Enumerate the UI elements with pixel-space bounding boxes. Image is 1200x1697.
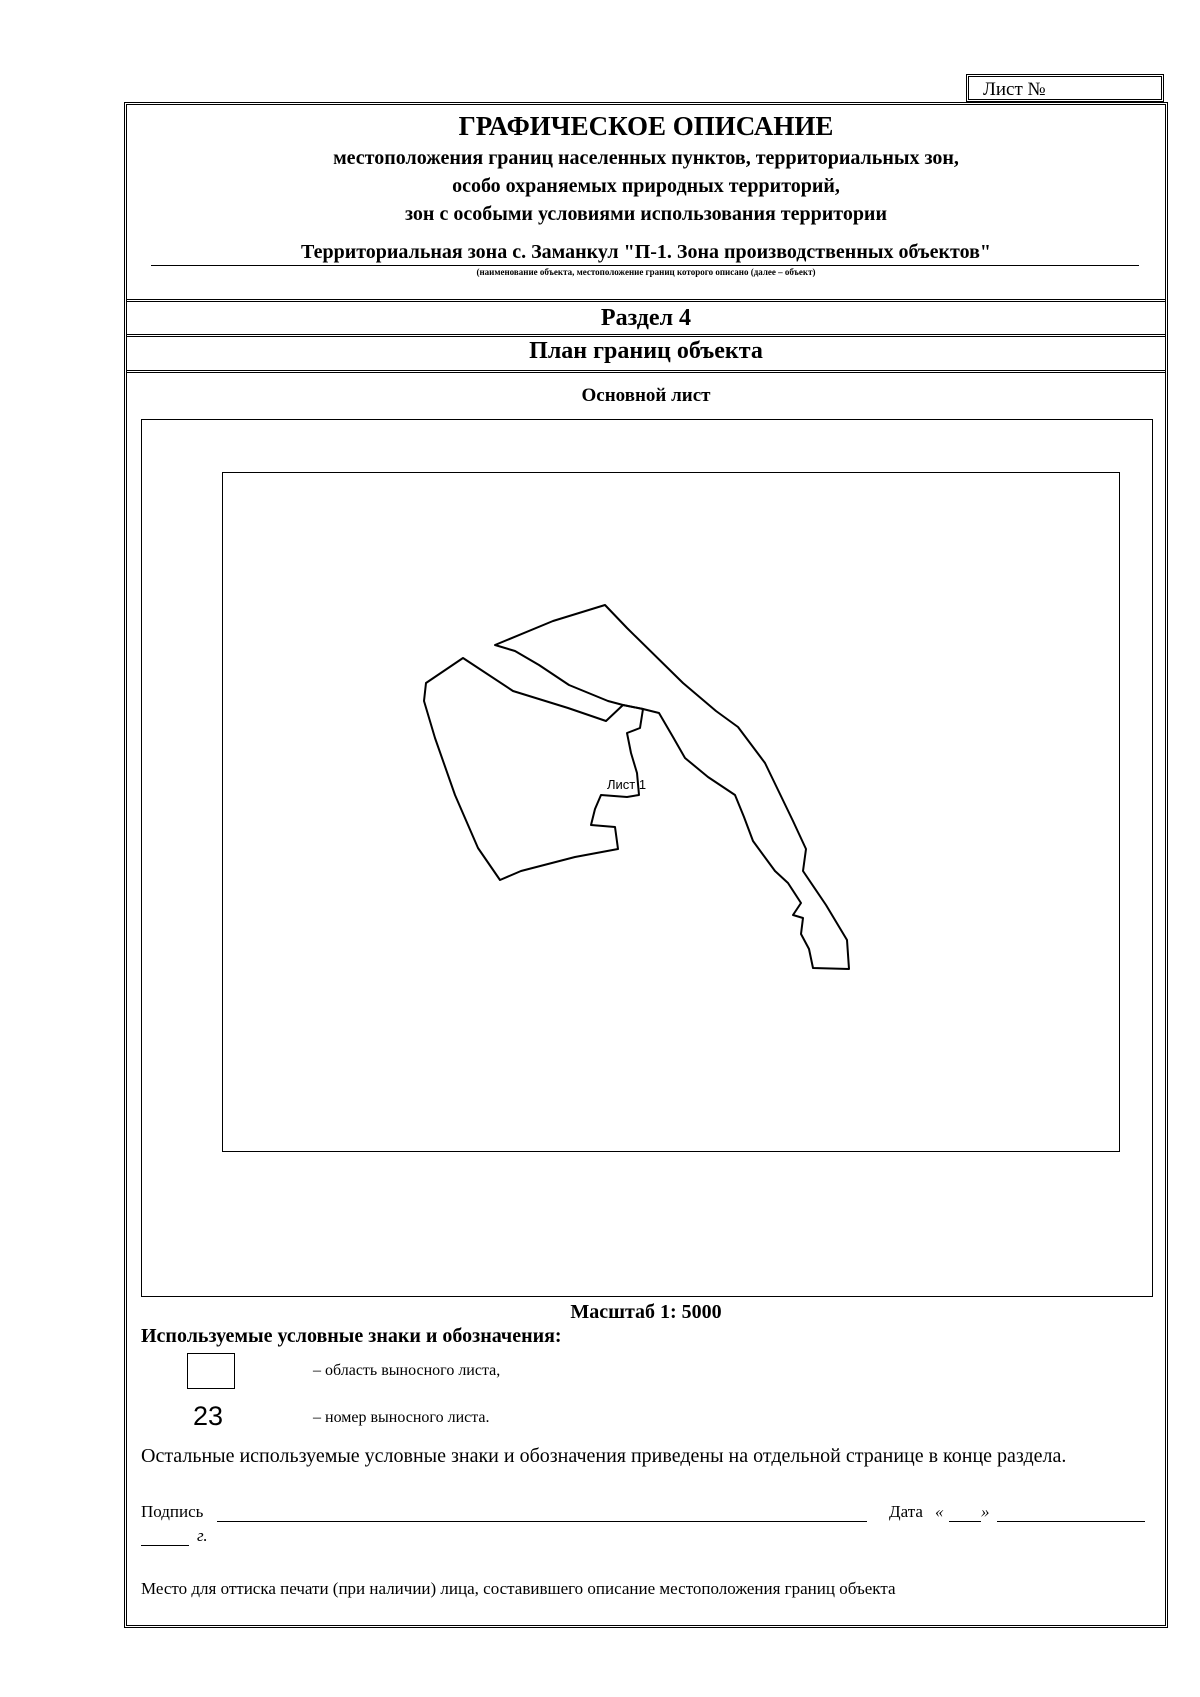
boundary-polygon-right bbox=[495, 605, 849, 969]
map-area bbox=[141, 419, 1153, 1297]
subtitle-line-3: зон с особыми условиями использования территории bbox=[405, 203, 887, 225]
subtitle-line-1: местоположения границ населенных пунктов, территориальных зон, bbox=[333, 147, 959, 169]
header-divider bbox=[127, 299, 1165, 302]
signature-line bbox=[217, 1521, 867, 1522]
stamp-note: Место для оттиска печати (при наличии) лица, составившего описание местоположения границ объекта bbox=[141, 1579, 896, 1598]
map-scale: Масштаб 1: 5000 bbox=[570, 1301, 722, 1323]
subtitle-line-2: особо охраняемых природных территорий, bbox=[452, 175, 840, 197]
object-name-caption: (наименование объекта, местоположение границ которого описано (далее – объект) bbox=[476, 267, 816, 277]
date-year-suffix: г. bbox=[197, 1526, 208, 1545]
sheet-number-label: Лист № bbox=[983, 79, 1046, 100]
object-name-underline bbox=[151, 265, 1139, 266]
date-label: Дата bbox=[889, 1502, 923, 1521]
boundary-polygon-left bbox=[424, 658, 643, 880]
section-divider bbox=[127, 334, 1165, 337]
section-name: План границ объекта bbox=[529, 338, 763, 364]
legend-sheet-number-symbol: 23 bbox=[193, 1401, 224, 1431]
sheet-marker-label: Лист 1 bbox=[607, 777, 647, 792]
map-sheet-area bbox=[222, 472, 1120, 1152]
other-signs-note: Остальные используемые условные знаки и обозначения приведены на отдельной странице в конце раздела. bbox=[141, 1445, 1067, 1467]
section-number: Раздел 4 bbox=[600, 305, 692, 331]
legend-title: Используемые условные знаки и обозначения: bbox=[141, 1325, 562, 1347]
boundary-plan bbox=[223, 473, 1119, 1151]
plan-divider bbox=[127, 370, 1165, 373]
document-title: ГРАФИЧЕСКОЕ ОПИСАНИЕ bbox=[458, 111, 834, 141]
legend-sheet-area-text: – область выносного листа, bbox=[313, 1362, 501, 1379]
object-name: Территориальная зона с. Заманкул "П-1. Зона производственных объектов" bbox=[301, 241, 991, 263]
legend-sheet-area-symbol bbox=[187, 1353, 235, 1389]
date-month-line bbox=[997, 1521, 1145, 1522]
legend-sheet-number-text: – номер выносного листа. bbox=[313, 1409, 490, 1426]
date-day-line bbox=[949, 1521, 981, 1522]
date-quote-close: » bbox=[981, 1502, 990, 1521]
signature-label: Подпись bbox=[141, 1502, 204, 1521]
main-sheet-label: Основной лист bbox=[581, 385, 711, 406]
date-quote-open: « bbox=[935, 1502, 944, 1521]
date-year-line bbox=[141, 1545, 189, 1546]
sheet-number-box bbox=[966, 74, 1164, 102]
document-frame bbox=[124, 102, 1168, 1628]
